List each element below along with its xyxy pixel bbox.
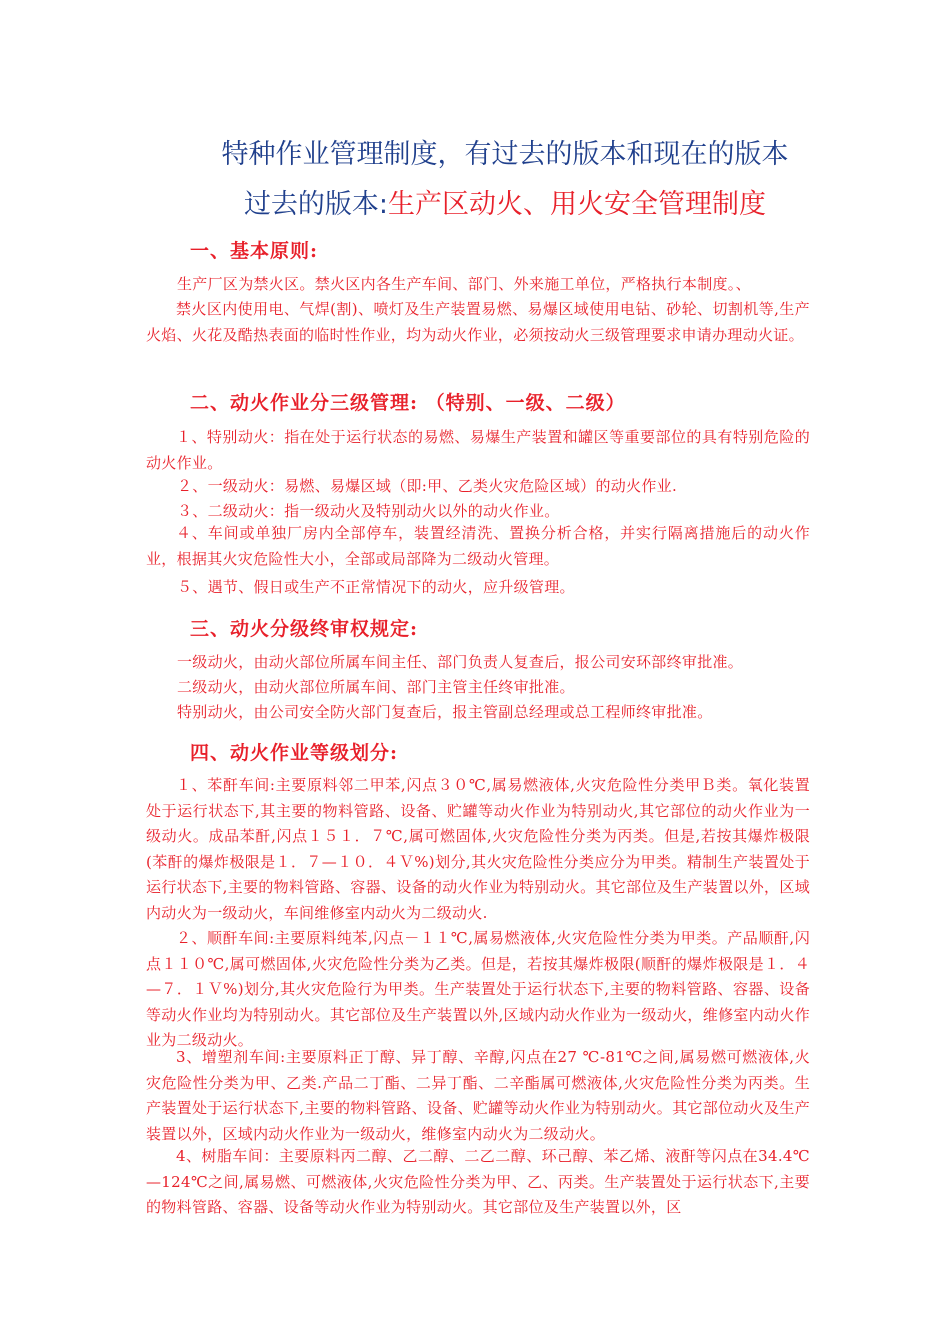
document-title: 特种作业管理制度，有过去的版本和现在的版本 — [221, 139, 789, 170]
section-3-rule-2: 二级动火，由动火部位所属车间、部门主管主任终审批准。 — [177, 678, 575, 696]
section-3-rule-1: 一级动火，由动火部位所属车间主任、部门负责人复查后，报公司安环部终审批准。 — [177, 653, 744, 671]
section-2-item-1: １、特别动火：指在处于运行状态的易燃、易爆生产装置和罐区等重要部位的具有特别危险的动火作业。 — [146, 428, 810, 472]
section-4-item-1: １、苯酐车间:主要原料邻二甲苯,闪点３０℃,属易燃液体,火灾危险性分类甲Ｂ类。氧化装置处于运行状态下,其主要的物料管路、设备、贮罐等动火作业为特别动火,其它部位的动火作业为一级动火。成品苯酐,闪点１５１．７℃,属可燃固体,火灾危险性分类为丙类。但是,若按其爆炸极限(苯酐的爆炸极限是１．７—１０．４Ｖ%)划分,其火灾危险性分类应分为甲类。精制生产装置处于运行状态下,主要的物料管路、容器、设备的动火作业为特别动火。其它部位及生产装置以外，区域内动火为一级动火，车间维修室内动火为二级动火. — [146, 776, 810, 922]
section-1-paragraph-2: 禁火区内使用电、气焊(割)、喷灯及生产装置易燃、易爆区域使用电钻、砂轮、切割机等,生产火焰、火花及酷热表面的临时性作业，均为动火作业，必须按动火三级管理要求申请办理动火证。 — [146, 300, 810, 344]
section-4-item-3: 3、增塑剂车间:主要原料正丁醇、异丁醇、辛醇,闪点在27 ℃-81℃之间,属易燃可燃液体,火灾危险性分类为甲、乙类.产品二丁酯、二异丁酯、二辛酯属可燃液体,火灾危险性分类为丙类。生产装置处于运行状态下,主要的物料管路、设备、贮罐等动火作业为特别动火。其它部位动火及生产装置以外，区域内动火作业为一级动火，维修室内动火为二级动火。 — [146, 1048, 810, 1143]
section-4-heading: 四、动火作业等级划分: — [190, 742, 399, 764]
section-2-item-5: ５、遇节、假日或生产不正常情况下的动火，应升级管理。 — [177, 578, 575, 596]
section-2-item-2: ２、一级动火：易燃、易爆区域（即:甲、乙类火灾危险区域）的动火作业. — [177, 477, 678, 495]
section-2-item-4: ４、车间或单独厂房内全部停车，装置经清洗、置换分析合格，并实行隔离措施后的动火作业，根据其火灾危险性大小，全部或局部降为二级动火管理。 — [146, 524, 810, 568]
section-1-paragraph-1: 生产厂区为禁火区。禁火区内各生产车间、部门、外来施工单位，严格执行本制度。、 — [177, 275, 751, 293]
section-3-rule-3: 特别动火，由公司安全防火部门复查后，报主管副总经理或总工程师终审批准。 — [177, 703, 713, 721]
section-3-heading: 三、动火分级终审权规定: — [190, 618, 419, 640]
document-subtitle — [0, 182, 950, 221]
subtitle-prefix: 过去的版本: — [243, 189, 389, 220]
section-4-item-4: 4、树脂车间：主要原料丙二醇、乙二醇、二乙二醇、环己醇、苯乙烯、液酐等闪点在34.4℃—124℃之间,属易燃、可燃液体,火灾危险性分类为甲、乙、丙类。生产装置处于运行状态下,主要的物料管路、容器、设备等动火作业为特别动火。其它部位及生产装置以外，区 — [146, 1147, 810, 1216]
subtitle-main: 生产区动火、用火安全管理制度 — [388, 189, 767, 220]
section-2-item-3: ３、二级动火：指一级动火及特别动火以外的动火作业。 — [177, 502, 560, 520]
section-4-item-2: ２、顺酐车间:主要原料纯苯,闪点－１１℃,属易燃液体,火灾危险性分类为甲类。产品顺酐,闪点１１０℃,属可燃固体,火灾危险性分类为乙类。但是，若按其爆炸极限(顺酐的爆炸极限是１．４—７．１Ｖ%)划分,其火灾危险行为甲类。生产装置处于运行状态下,主要的物料管路、容器、设备等动火作业均为特别动火。其它部位及生产装置以外,区域内动火作业为一级动火，维修室内动火作业为二级动火。 — [146, 929, 810, 1049]
section-2-heading: 二、动火作业分三级管理: （特别、一级、二级） — [190, 392, 626, 414]
section-1-heading: 一、基本原则: — [190, 240, 319, 262]
